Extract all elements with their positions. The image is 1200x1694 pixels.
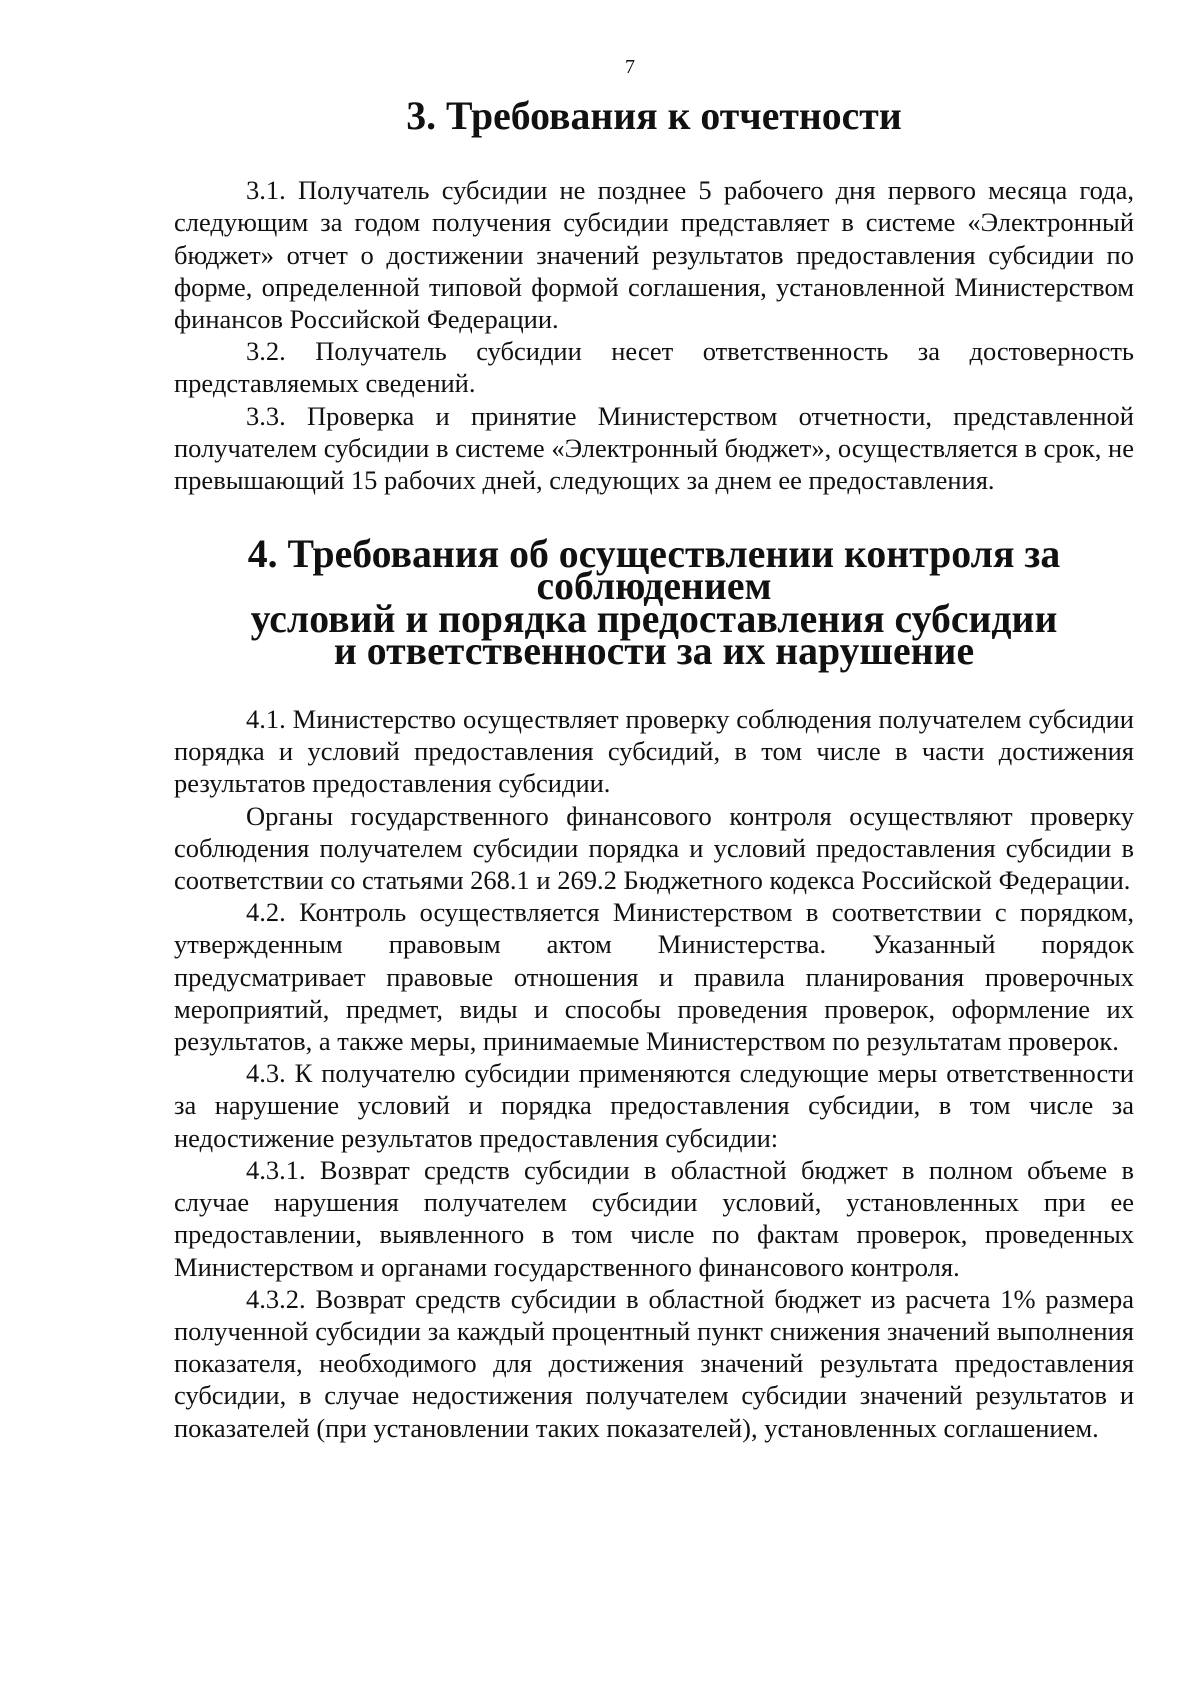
paragraph-4-1: 4.1. Министерство осуществляет проверку соблюдения получателем субсидии порядка и условий предоставления субсидий, в том числе в части достижения результатов предоставления субсидии. bbox=[174, 704, 1134, 799]
paragraph-3-2: 3.2. Получатель субсидии несет ответственность за достоверность представляемых сведений. bbox=[174, 336, 1134, 399]
paragraph-3-3: 3.3. Проверка и принятие Министерством отчетности, представленной получателем субсидии в системе «Электронный бюджет», осуществляется в срок, не превышающий 15 рабочих дней, следующих за днем ее предоставления. bbox=[174, 400, 1134, 496]
section-3-title: 3. Требования к отчетности bbox=[406, 94, 902, 138]
paragraph-3-1: 3.1. Получатель субсидии не позднее 5 рабочего дня первого месяца года, следующим за годом получения субсидии представляет в системе «Электронный бюджет» отчет о достижении значений результатов предоставления субсидии по форме, определенной типовой формой соглашения, установленной Министерством финансов Российской Федерации. bbox=[174, 175, 1134, 335]
paragraph-4-2: 4.2. Контроль осуществляется Министерством в соответствии с порядком, утвержденным правовым актом Министерства. Указанный порядок предусматривает правовые отношения и правила планирования проверочных мероприятий, предмет, виды и способы проведения проверок, оформление их результатов, а также меры, принимаемые Министерством по результатам проверок. bbox=[174, 897, 1134, 1057]
section-4-title bbox=[174, 532, 1134, 673]
section-4-title-line-2: условий и порядка предоставления субсидии bbox=[250, 596, 1058, 641]
paragraph-4-3-1: 4.3.1. Возврат средств субсидии в областной бюджет в полном объеме в случае нарушения получателем субсидии условий, установленных при ее предоставлении, выявленного в том числе по фактам проверок, проведенных Министерством и органами государственного финансового контроля. bbox=[174, 1154, 1134, 1282]
page-number: 7 bbox=[625, 56, 635, 78]
document-body bbox=[174, 94, 1134, 1444]
section-4-title-line-1: 4. Требования об осуществлении контроля за соблюдением bbox=[247, 532, 1061, 609]
paragraph-4-3: 4.3. К получателю субсидии применяются следующие меры ответственности за нарушение условий и порядка предоставления субсидии, в том числе за недостижение результатов предоставления субсидии: bbox=[174, 1058, 1134, 1153]
paragraph-4-3-2: 4.3.2. Возврат средств субсидии в областной бюджет из расчета 1% размера полученной субсидии за каждый процентный пункт снижения значений выполнения показателя, необходимого для достижения значений результата предоставления субсидии, в случае недостижения получателем субсидии значений результатов и показателей (при установлении таких показателей), установленных соглашением. bbox=[174, 1283, 1134, 1443]
section-4-title-line-3: и ответственности за их нарушение bbox=[333, 628, 975, 673]
paragraph-4-1-control-bodies: Органы государственного финансового контроля осуществляют проверку соблюдения получателем субсидии порядка и условий предоставления субсидии в соответствии со статьями 268.1 и 269.2 Бюджетного кодекса Российской Федерации. bbox=[174, 800, 1134, 896]
